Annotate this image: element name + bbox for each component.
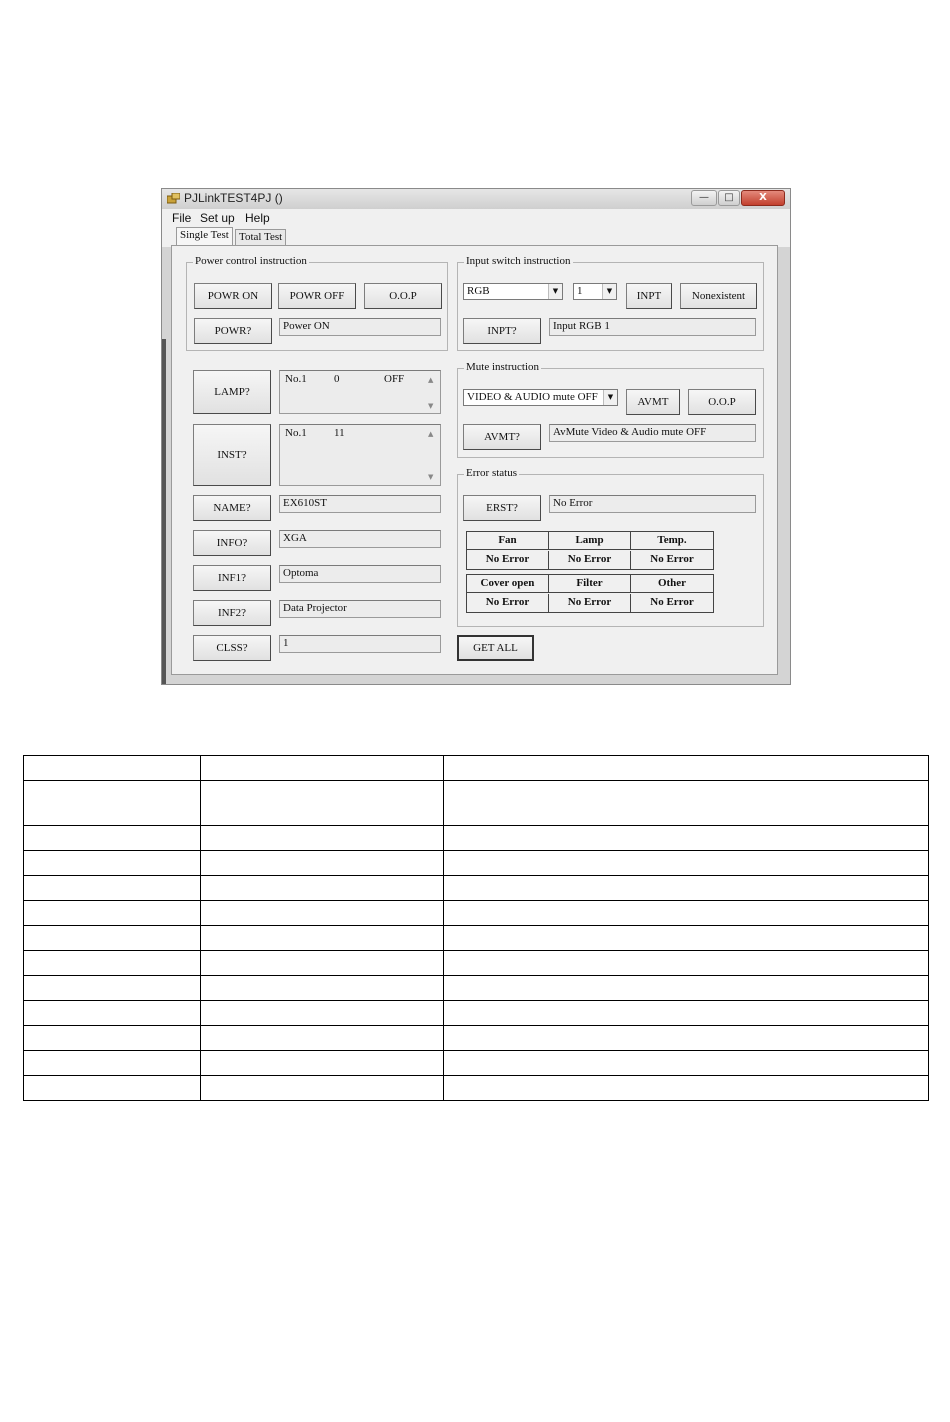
error-table-1 <box>466 531 714 570</box>
table-cell <box>24 756 201 781</box>
inst-result-field <box>279 424 441 486</box>
table-row <box>24 851 929 876</box>
menu-file[interactable]: File <box>172 211 192 225</box>
table-cell <box>201 1001 444 1026</box>
app-icon <box>167 193 180 204</box>
table-cell <box>444 901 929 926</box>
name-result-field: EX610ST <box>279 495 441 513</box>
select-value: RGB <box>467 285 490 297</box>
table-cell <box>24 826 201 851</box>
clss-result-field: 1 <box>279 635 441 653</box>
avmt-query-button[interactable]: AVMT? <box>463 424 541 450</box>
cover-open-header: Cover open <box>467 575 549 593</box>
table-cell <box>201 926 444 951</box>
clss-query-button[interactable]: CLSS? <box>193 635 271 661</box>
inf2-result-field: Data Projector <box>279 600 441 618</box>
powr-result-field: Power ON <box>279 318 441 336</box>
powr-on-button[interactable]: POWR ON <box>194 283 272 309</box>
table-cell <box>201 851 444 876</box>
table-row <box>24 1051 929 1076</box>
table-row <box>24 781 929 826</box>
inpt-result-field: Input RGB 1 <box>549 318 756 336</box>
table-cell <box>24 951 201 976</box>
avmt-result-field: AvMute Video & Audio mute OFF <box>549 424 756 442</box>
power-oop-button[interactable]: O.O.P <box>364 283 442 309</box>
filter-status: No Error <box>549 594 631 612</box>
mute-select[interactable] <box>463 389 618 406</box>
group-label: Input switch instruction <box>466 255 571 267</box>
app-window <box>161 188 791 685</box>
table-cell <box>201 1026 444 1051</box>
get-all-button[interactable]: GET ALL <box>457 635 534 661</box>
mute-instruction-group <box>457 361 764 458</box>
chevron-down-icon[interactable]: ▼ <box>602 284 616 299</box>
input-switch-group <box>457 255 764 351</box>
title-bar[interactable] <box>162 189 790 209</box>
close-button[interactable]: X <box>741 190 785 206</box>
cover-open-status: No Error <box>467 594 549 612</box>
inf1-result-field: Optoma <box>279 565 441 583</box>
fan-status: No Error <box>467 551 549 569</box>
table-cell <box>201 756 444 781</box>
table-cell <box>201 826 444 851</box>
filter-header: Filter <box>549 575 631 593</box>
nonexistent-button[interactable]: Nonexistent <box>680 283 757 309</box>
minimize-button[interactable]: — <box>691 190 717 206</box>
table-cell <box>24 1001 201 1026</box>
erst-query-button[interactable]: ERST? <box>463 495 541 521</box>
table-cell <box>201 876 444 901</box>
tab-total-test[interactable]: Total Test <box>235 229 286 246</box>
group-label: Error status <box>466 467 518 479</box>
inst-query-button[interactable]: INST? <box>193 424 271 486</box>
scroll-down-icon[interactable]: ▼ <box>428 402 434 410</box>
other-header: Other <box>631 575 713 593</box>
table-cell <box>201 1076 444 1101</box>
chevron-down-icon[interactable]: ▼ <box>603 390 617 405</box>
table-cell <box>201 951 444 976</box>
lamp-number: No.1 <box>285 373 307 385</box>
inf1-query-button[interactable]: INF1? <box>193 565 271 591</box>
scroll-up-icon[interactable]: ▲ <box>428 430 434 438</box>
tab-panel <box>171 245 778 675</box>
mute-oop-button[interactable]: O.O.P <box>688 389 756 415</box>
scroll-up-icon[interactable]: ▲ <box>428 376 434 384</box>
temp-status: No Error <box>650 553 694 565</box>
tab-strip <box>162 227 790 247</box>
table-row <box>24 1026 929 1051</box>
error-table-2 <box>466 574 714 613</box>
table-row <box>24 756 929 781</box>
group-label: Power control instruction <box>195 255 307 267</box>
table-cell <box>444 1026 929 1051</box>
table-cell <box>24 1026 201 1051</box>
input-number-select[interactable] <box>573 283 617 300</box>
table-cell <box>444 976 929 1001</box>
lamp-result-field <box>279 370 441 414</box>
error-status-group <box>457 467 764 627</box>
lamp-status: No Error <box>549 551 631 569</box>
table-cell <box>24 1051 201 1076</box>
table-row <box>24 826 929 851</box>
table-cell <box>201 1051 444 1076</box>
inst-value: 11 <box>334 427 345 439</box>
chevron-down-icon[interactable]: ▼ <box>548 284 562 299</box>
avmt-button[interactable]: AVMT <box>626 389 680 415</box>
table-row <box>24 1001 929 1026</box>
menu-help[interactable]: Help <box>245 211 270 225</box>
lamp-hours: 0 <box>334 373 340 385</box>
tab-single-test[interactable]: Single Test <box>176 227 233 246</box>
table-cell <box>201 781 444 826</box>
table-cell <box>444 1076 929 1101</box>
table-cell <box>24 1076 201 1101</box>
other-status: No Error <box>650 596 694 608</box>
table-row <box>24 951 929 976</box>
inst-number: No.1 <box>285 427 307 439</box>
scroll-down-icon[interactable]: ▼ <box>428 473 434 481</box>
menu-bar <box>162 209 790 227</box>
powr-query-button[interactable]: POWR? <box>194 318 272 344</box>
table-cell <box>201 976 444 1001</box>
select-value: VIDEO & AUDIO mute OFF <box>467 391 598 403</box>
table-cell <box>444 926 929 951</box>
table-cell <box>444 951 929 976</box>
table-cell <box>444 826 929 851</box>
powr-off-button[interactable]: POWR OFF <box>278 283 356 309</box>
table-row <box>24 876 929 901</box>
table-cell <box>444 876 929 901</box>
table-cell <box>444 851 929 876</box>
temp-header: Temp. <box>631 532 713 550</box>
table-cell <box>444 1001 929 1026</box>
table-cell <box>24 851 201 876</box>
power-control-group <box>186 255 448 351</box>
table-cell <box>24 901 201 926</box>
table-cell <box>201 901 444 926</box>
inpt-query-button[interactable]: INPT? <box>463 318 541 344</box>
window-edge <box>162 339 166 684</box>
inf2-query-button[interactable]: INF2? <box>193 600 271 626</box>
lamp-state: OFF <box>384 373 405 385</box>
window-title: PJLinkTEST4PJ () <box>184 191 283 205</box>
table-row <box>24 976 929 1001</box>
table-row <box>24 926 929 951</box>
table-cell <box>444 781 929 826</box>
group-label: Mute instruction <box>466 361 540 373</box>
name-query-button[interactable]: NAME? <box>193 495 271 521</box>
table-cell <box>24 926 201 951</box>
erst-result-field: No Error <box>549 495 756 513</box>
lamp-query-button[interactable]: LAMP? <box>193 370 271 414</box>
table-cell <box>444 1051 929 1076</box>
info-query-button[interactable]: INFO? <box>193 530 271 556</box>
table-row <box>24 1076 929 1101</box>
inpt-button[interactable]: INPT <box>626 283 672 309</box>
table-row <box>24 901 929 926</box>
select-value: 1 <box>577 285 583 297</box>
menu-setup[interactable]: Set up <box>200 211 235 225</box>
info-result-field: XGA <box>279 530 441 548</box>
table-cell <box>444 756 929 781</box>
input-source-select[interactable] <box>463 283 563 300</box>
maximize-button[interactable]: □ <box>718 190 740 206</box>
table-cell <box>24 976 201 1001</box>
table-cell <box>24 876 201 901</box>
table-cell <box>24 781 201 826</box>
document-table <box>23 755 929 1101</box>
lamp-header: Lamp <box>549 532 631 550</box>
fan-header: Fan <box>467 532 549 550</box>
